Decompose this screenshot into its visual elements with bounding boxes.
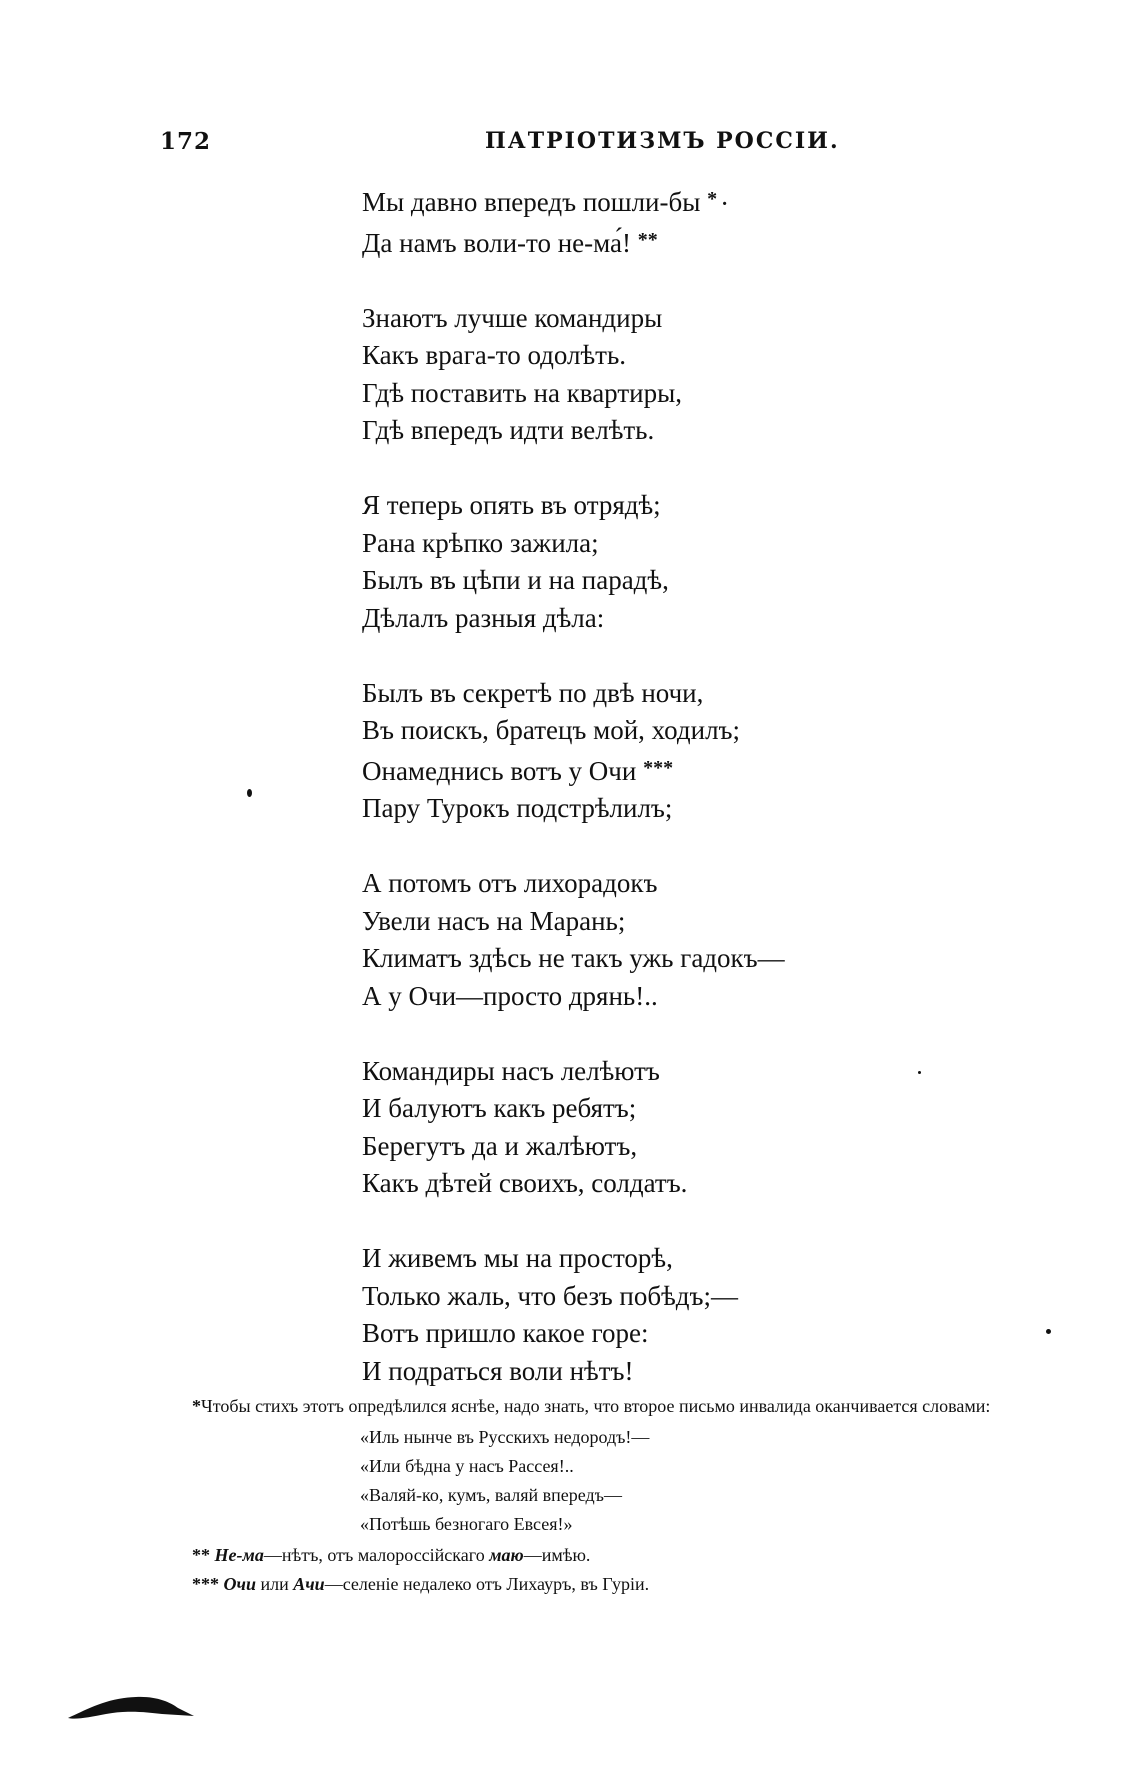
ornament-swash [66, 1688, 196, 1724]
verse-line: А у Очи—просто дрянь!.. [362, 980, 658, 1011]
footnote-text: Чтобы стихъ этотъ опредѣлился яснѣе, надо знать, что второе письмо инвалида оканчивается словами: [201, 1396, 991, 1416]
verse-line: Командиры насъ лелѣютъ [362, 1055, 660, 1086]
stanza-5 [362, 865, 785, 1015]
poem [362, 181, 785, 1390]
quote-line: «Потѣшь безногаго Евсея!» [360, 1514, 573, 1534]
footnote-3 [160, 1570, 1030, 1599]
verse-line: Дѣлалъ разныя дѣла: [362, 602, 605, 633]
verse-line: Я теперь опять въ отрядѣ; [362, 490, 661, 520]
ink-speck [918, 1071, 921, 1074]
verse-line: Какъ дѣтей своихъ, солдатъ. [362, 1168, 688, 1198]
footnote-text: —имѣю. [523, 1545, 591, 1565]
verse-line: Климатъ здѣсь не такъ ужь гадокъ— [362, 943, 785, 973]
ink-speck [247, 789, 252, 797]
verse-line: Знаютъ лучше командиры [362, 302, 663, 333]
verse-line: Вотъ пришло какое горе: [362, 1318, 649, 1348]
stanza-2 [362, 300, 785, 450]
footnote-mark: * [192, 1396, 201, 1416]
quote-line: «Иль нынче въ Русскихъ недородъ!— [360, 1427, 650, 1447]
verse-line: И живемъ мы на просторѣ, [362, 1243, 673, 1273]
footnote-1 [160, 1392, 1030, 1421]
stanza-3 [362, 487, 785, 637]
stanza-7 [362, 1240, 785, 1390]
footnote-term: Очи [223, 1574, 256, 1594]
verse-line: И балуютъ какъ ребятъ; [362, 1093, 637, 1123]
ink-speck [1046, 1329, 1051, 1334]
verse-line: Увели насъ на Марань; [362, 905, 626, 936]
verse-line: Гдѣ поставить на квартиры, [362, 377, 682, 408]
page-number: 172 [160, 128, 212, 155]
footnote-2 [160, 1541, 1030, 1570]
verse-line: Рана крѣпко зажила; [362, 527, 599, 558]
quote-line: «Валяй-ко, кумъ, валяй впередъ— [360, 1485, 622, 1505]
stanza-4 [362, 675, 785, 828]
verse-line: Пару Турокъ подстрѣлилъ; [362, 793, 673, 823]
verse-line: Только жаль, что безъ побѣдъ;— [362, 1280, 738, 1311]
verse-line: И подраться воли нѣтъ! [362, 1355, 634, 1386]
footnote-term: маю [489, 1545, 524, 1565]
verse-line: Былъ въ секретѣ по двѣ ночи, [362, 677, 704, 708]
footnote-marker: ** [637, 228, 658, 251]
footnote-text: —селеніе недалеко отъ Лихауръ, въ Гуріи. [324, 1574, 650, 1594]
footnote-quote [360, 1423, 1030, 1539]
footnote-text: —нѣтъ, отъ малороссійскаго [263, 1545, 490, 1565]
footnote-text: или [255, 1574, 294, 1594]
verse-line: Былъ въ цѣпи и на парадѣ, [362, 565, 669, 595]
footnotes [160, 1392, 1030, 1599]
footnote-term: Не-ма [214, 1545, 264, 1565]
footnote-marker: * . [707, 188, 728, 210]
quote-line: «Или бѣдна у насъ Рассея!.. [360, 1456, 574, 1476]
running-title: ПАТРІОТИЗМЪ РОССІИ. [485, 128, 840, 154]
verse-line: Да намъ воли-то не-ма́! ** [362, 227, 658, 258]
footnote-marker: *** [643, 756, 674, 779]
footnote-mark: ** [192, 1545, 210, 1565]
verse-line: Онамеднись вотъ у Очи *** [362, 755, 674, 786]
verse-line: Въ поискъ, братецъ мой, ходилъ; [362, 715, 740, 745]
stanza-1 [362, 181, 785, 262]
verse-line: Мы давно впередъ пошли-бы * . [362, 187, 728, 217]
verse-line: А потомъ отъ лихорадокъ [362, 868, 658, 898]
footnote-term: Ачи [293, 1574, 325, 1594]
stanza-6 [362, 1053, 785, 1203]
verse-line: Какъ врага-то одолѣть. [362, 340, 627, 370]
footnote-mark: *** [192, 1574, 219, 1594]
verse-line: Гдѣ впередъ идти велѣть. [362, 415, 655, 445]
verse-line: Берегутъ да и жалѣютъ, [362, 1130, 638, 1161]
